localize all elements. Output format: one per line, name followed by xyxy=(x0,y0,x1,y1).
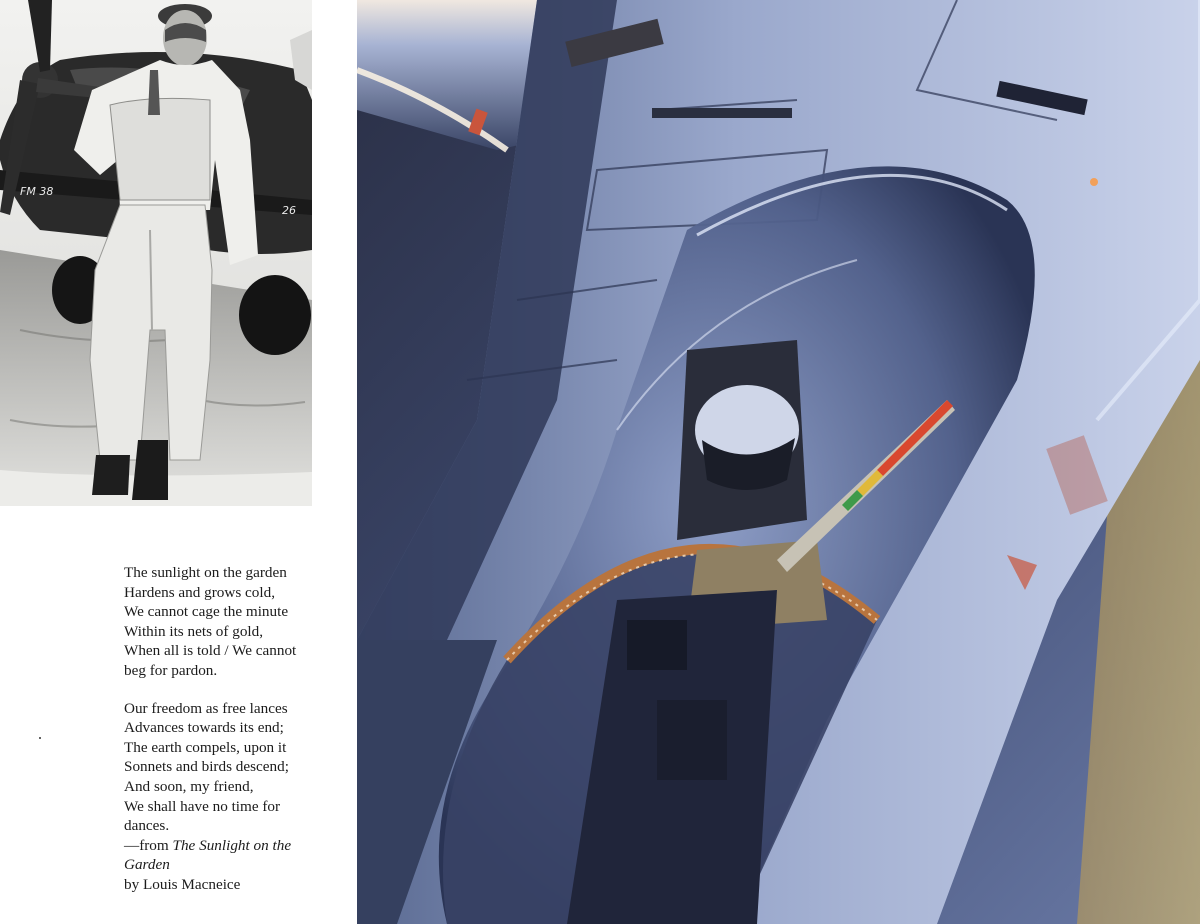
poem-line: Hardens and grows cold, xyxy=(124,583,275,601)
poem-line: The sunlight on the garden xyxy=(124,564,287,581)
left-page xyxy=(0,0,357,924)
jet-cockpit-photo xyxy=(357,0,1200,924)
pilot-photo-art xyxy=(0,0,312,506)
boot-right xyxy=(132,440,168,500)
poem-line: Our freedom as free lances xyxy=(124,699,288,717)
poem-line: We cannot cage the minute xyxy=(124,603,289,621)
poem-line: And soon, my friend, xyxy=(124,777,254,795)
poem-title: The Sunlight on the Garden xyxy=(124,836,292,874)
poem-author: by Louis Macneice xyxy=(124,875,241,893)
tail-number: 26 xyxy=(282,204,296,217)
attribution-source xyxy=(124,836,339,875)
fuselage-code: FM 38 xyxy=(20,185,54,198)
landing-wheel-right xyxy=(239,275,311,355)
pilot-photo xyxy=(0,0,312,506)
print-speck xyxy=(39,737,41,739)
poem-line: We shall have no time for xyxy=(124,797,281,815)
poem-line: The earth compels, upon it xyxy=(124,738,287,756)
poem-line: dances. xyxy=(124,817,170,835)
poem-attribution xyxy=(124,836,339,895)
poem-line: Sonnets and birds descend; xyxy=(124,758,289,776)
attribution-prefix: —from xyxy=(124,836,173,854)
poem-stanza-1 xyxy=(124,563,339,681)
boot-left xyxy=(92,455,130,495)
poem xyxy=(124,563,339,895)
poem-line: beg for pardon. xyxy=(124,661,218,679)
jet-cockpit-art xyxy=(357,0,1200,924)
poem-line: Within its nets of gold, xyxy=(124,622,264,640)
vent-grille xyxy=(652,108,792,118)
poem-stanza-2 xyxy=(124,699,339,836)
poem-line: Advances towards its end; xyxy=(124,719,284,737)
nav-light xyxy=(1090,178,1098,186)
poem-line: When all is told / We cannot xyxy=(124,642,297,660)
